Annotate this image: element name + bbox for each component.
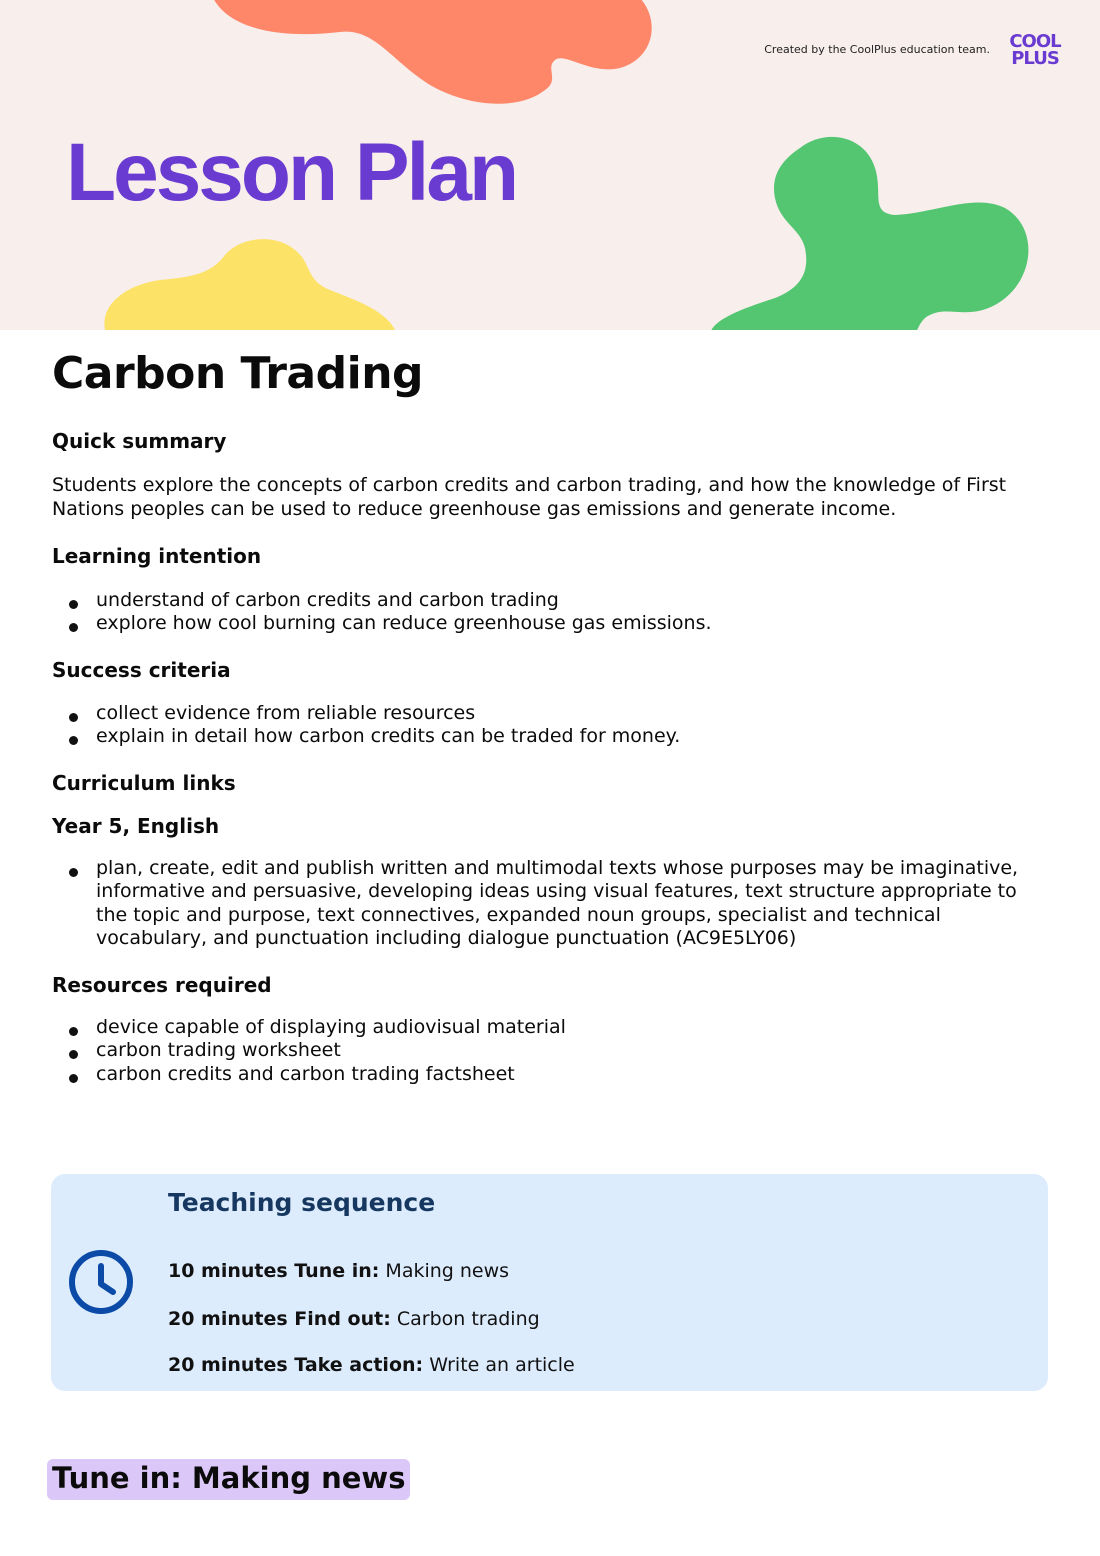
header-banner [0, 0, 1100, 330]
orange-paint-blob [200, 0, 660, 120]
success-criteria-heading: Success criteria [52, 657, 231, 682]
resources-list [52, 1016, 1052, 1087]
lesson-title: Carbon Trading [52, 348, 424, 399]
curriculum-links-list [52, 857, 1052, 951]
logo-line-top: COOL [1009, 31, 1061, 52]
list-item: carbon credits and carbon trading factsheet [52, 1063, 1052, 1087]
logo-line-bottom: PLUS [1011, 48, 1059, 69]
learning-intention-heading: Learning intention [52, 543, 262, 568]
green-paint-blob [705, 133, 1040, 330]
teaching-sequence-panel [51, 1174, 1048, 1391]
yellow-paint-blob [100, 235, 400, 330]
list-item: plan, create, edit and publish written and multimodal texts whose purposes may be imaginative, informative and persuasive, developing ideas using visual features, text structure appropriate to the topic and purpose, text connectives, expanded noun groups, specialist and technical vocabulary, and punctuation including dialogue punctuation (AC9E5LY06) [52, 857, 1052, 951]
tune-in-heading: Tune in: Making news [47, 1459, 410, 1500]
quick-summary-text: Students explore the concepts of carbon credits and carbon trading, and how the knowledge of First Nations peoples can be used to reduce greenhouse gas emissions and generate income. [52, 473, 1007, 520]
list-item: explain in detail how carbon credits can be traded for money. [52, 725, 1052, 749]
quick-summary-heading: Quick summary [52, 428, 227, 453]
curriculum-links-heading: Curriculum links [52, 770, 236, 795]
list-item: carbon trading worksheet [52, 1039, 1052, 1063]
list-item: device capable of displaying audiovisual material [52, 1016, 1052, 1040]
step-label: 10 minutes Tune in: [168, 1260, 380, 1282]
step-text: Making news [385, 1260, 510, 1282]
lesson-content [52, 348, 1052, 1086]
sequence-step [168, 1260, 509, 1282]
list-item: explore how cool burning can reduce greenhouse gas emissions. [52, 612, 1052, 636]
success-criteria-list [52, 702, 1052, 749]
step-label: 20 minutes Find out: [168, 1308, 391, 1330]
page-title: Lesson Plan [66, 127, 517, 218]
coolplus-logo [1003, 33, 1067, 67]
list-item: collect evidence from reliable resources [52, 702, 1052, 726]
clock-icon [67, 1248, 135, 1316]
list-item: understand of carbon credits and carbon trading [52, 589, 1052, 613]
learning-intention-list [52, 589, 1052, 636]
resources-required-heading: Resources required [52, 972, 272, 997]
curriculum-subheading: Year 5, English [52, 813, 220, 838]
step-text: Write an article [429, 1354, 575, 1376]
step-text: Carbon trading [396, 1308, 540, 1330]
sequence-step [168, 1354, 575, 1376]
teaching-sequence-heading: Teaching sequence [168, 1188, 436, 1217]
sequence-step [168, 1308, 540, 1330]
step-label: 20 minutes Take action: [168, 1354, 424, 1376]
credit-text: Created by the CoolPlus education team. [764, 43, 990, 56]
